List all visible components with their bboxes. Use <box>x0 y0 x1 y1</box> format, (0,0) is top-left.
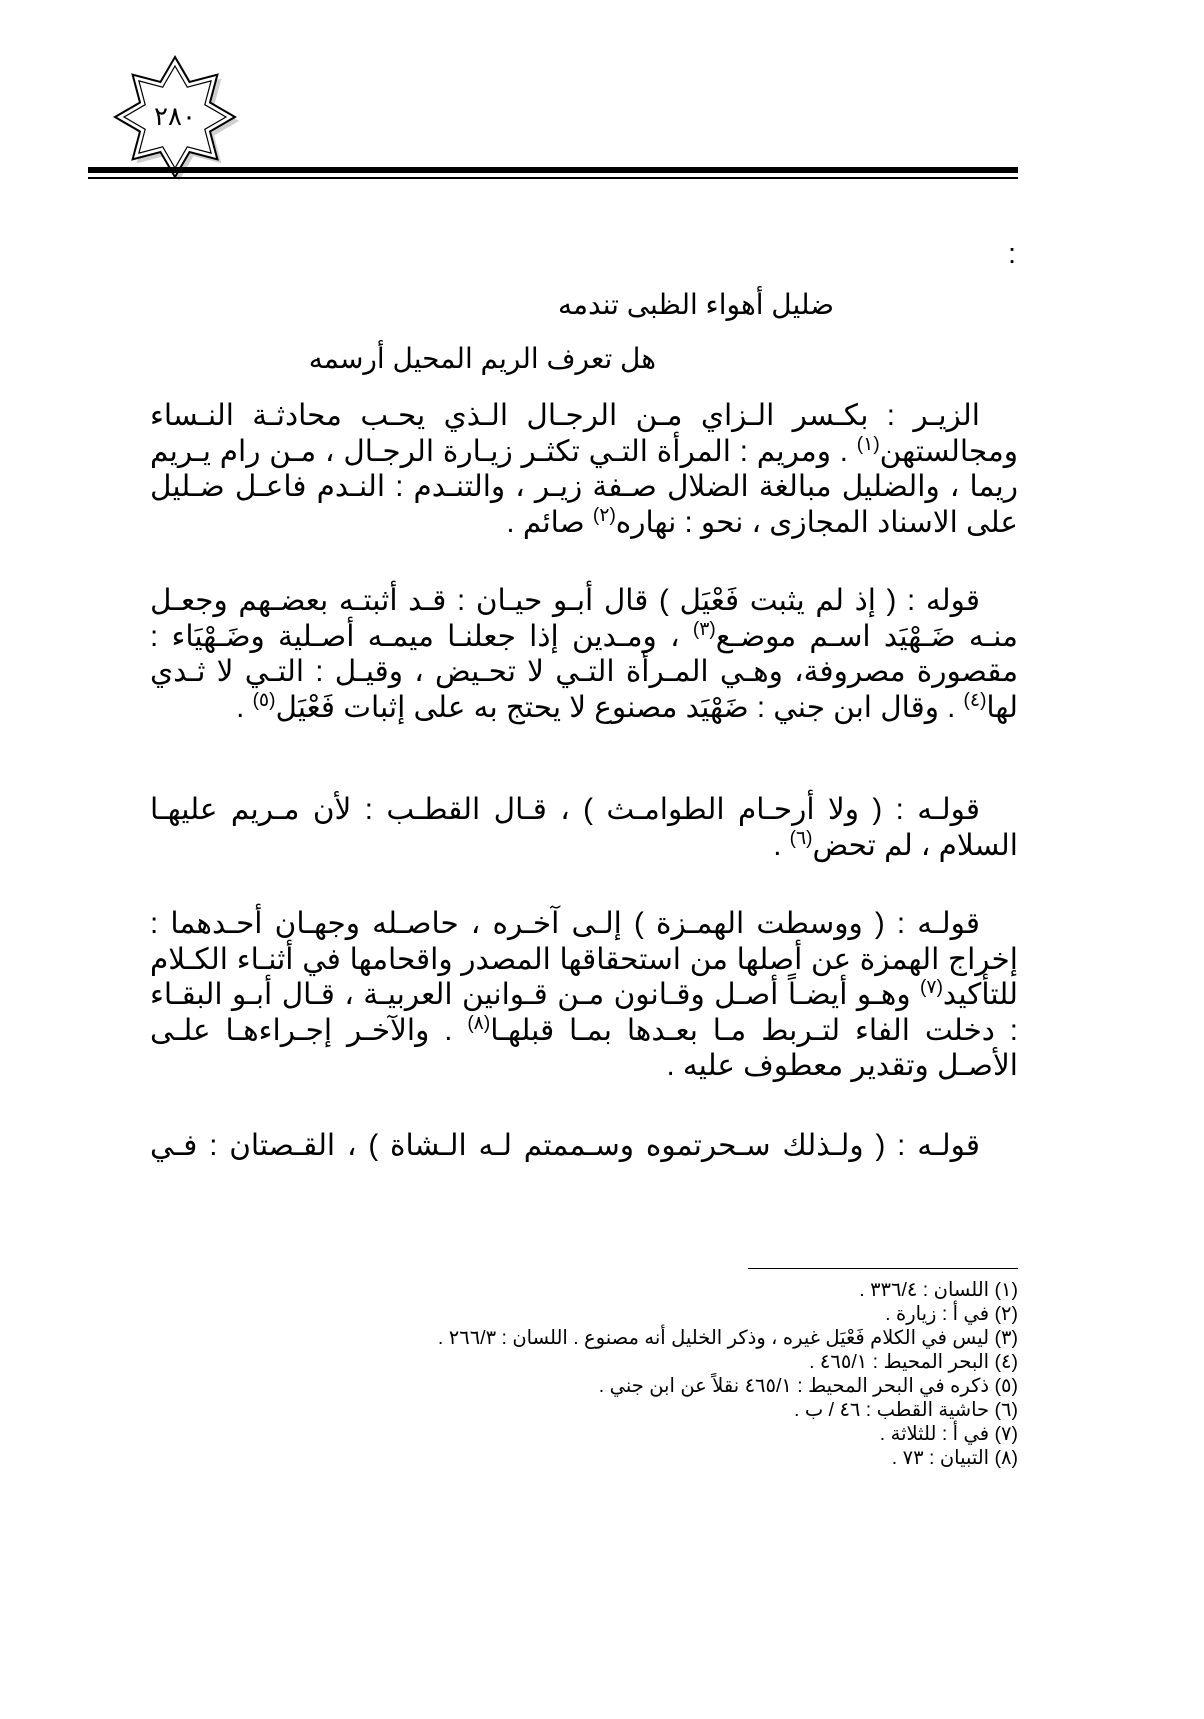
paragraph-3 <box>150 792 1018 863</box>
footnote-item: (٨) التبيان : ٧٣ . <box>891 1447 1018 1469</box>
footnote-item: (٣) ليس في الكلام فَعْيَل غيره ، وذكر الخليل أنه مصنوع . اللسان : ٢٦٦/٣ . <box>437 1327 1018 1349</box>
paragraph-text: . ومريم : المرأة التـي تكثـر زيـارة الرجـال ، مـن رام يـريم ريما ، والضليل مبالغة الضلال صـفة زيـر ، والتنـدم : النـدم فاعـل ضـليل على الاسناد المجازى ، نحو : نهاره <box>150 434 1018 539</box>
footnote-item: (٤) البحر المحيط : ٤٦٥/١ . <box>809 1351 1018 1373</box>
verse-line-1: ضليل أهواء الظبى تندمه <box>557 289 834 320</box>
footnotes-list <box>438 1278 1018 1470</box>
footnote-ref: (٨) <box>467 1012 491 1034</box>
footnote-item: (٦) حاشية القطب : ٤٦ / ب . <box>793 1399 1018 1421</box>
paragraph-4 <box>150 906 1018 1084</box>
footnote-ref: (٣) <box>692 618 716 640</box>
verse-line-2: هل تعرف الريم المحيل أرسمه <box>308 343 656 374</box>
paragraph-text: . والآخـر إجـراءهـا علـى الأصـل وتقدير معطوف عليه . <box>150 1013 1018 1082</box>
paragraph-1 <box>150 398 1018 540</box>
footnote-ref: (٢) <box>592 504 616 526</box>
paragraph-text: . وقال ابن جني : ضَهْيَد مصنوع لا يحتج به على إثبات فَعْيَل <box>275 690 964 724</box>
paragraph-5 <box>150 1128 1018 1164</box>
footnote-ref: (٧) <box>920 977 943 998</box>
footnote-ref: (٥) <box>252 689 276 711</box>
paragraph-text: ، ومـدين إذا جعلنـا ميمـه أصـلية وضَـهْيَاء : مقصورة مصروفة، وهـي المـرأة التـي لا تحـيض ، وقيـل : التـي لا ثـدي لها <box>150 619 1018 724</box>
paragraph-text: قولـه : ( ولا أرحـام الطوامـث ) ، قـال القطـب : لأن مـريم عليهـا السلام ، لم تحض <box>150 793 1018 862</box>
footnote-item: (٧) في أ : للثلاثة . <box>879 1423 1018 1445</box>
paragraph-text: . <box>773 828 790 862</box>
header-rule-thin <box>88 177 1018 179</box>
footnote-ref: (٤) <box>963 689 987 711</box>
page-number: ٢٨٠ <box>154 102 196 132</box>
page-number-badge <box>110 52 240 182</box>
footnote-item: (١) اللسان : ٣٣٦/٤ . <box>859 1279 1018 1301</box>
footnote-ref: (١) <box>856 433 880 455</box>
colon-line: : <box>1007 238 1016 270</box>
paragraph-text: . <box>236 690 253 724</box>
footnote-item: (٥) ذكره في البحر المحيط : ٤٦٥/١ نقلاً عن ابن جني . <box>598 1375 1018 1397</box>
header-rule-thick <box>88 167 1018 173</box>
paragraph-text: صائم . <box>506 505 593 539</box>
footnote-separator <box>748 1268 1018 1269</box>
paragraph-2 <box>150 583 1018 725</box>
paragraph-text: وهـو أيضـاً أصـل وقـانون مـن قـوانين العربيـة ، قـال أبـو البقـاء : دخلت الفاء لتـربط مـا بعـدها بمـا قبلهـا <box>150 978 1019 1047</box>
footnote-item: (٢) في أ : زيارة . <box>885 1303 1018 1325</box>
paragraph-text: قولـه : ( ووسطت الهمـزة ) إلـى آخـره ، حاصـله وجهـان أحـدهما : إخراج الهمزة عن أصلها من استحقاقها المصدر واقحامها في أثنـاء الكـلام للتأكيد <box>150 907 1018 1011</box>
paragraph-text: قوله : ( إذ لم يثبت فَعْيَل ) قال أبـو حيـان : قـد أثبتـه بعضـهم وجعـل منـه ضَـهْيَد اسـم موضـع <box>150 584 1018 653</box>
paragraph-text: قولـه : ( ولـذلك سـحرتموه وسـممتم لـه الـشاة ) ، القـصتان : فـي <box>150 1129 980 1162</box>
paragraph-text: الزيـر : بكـسر الـزاي مـن الرجـال الـذي يحـب محادثـة النـساء ومجالستهن <box>150 399 1018 468</box>
footnote-ref: (٦) <box>789 827 813 849</box>
